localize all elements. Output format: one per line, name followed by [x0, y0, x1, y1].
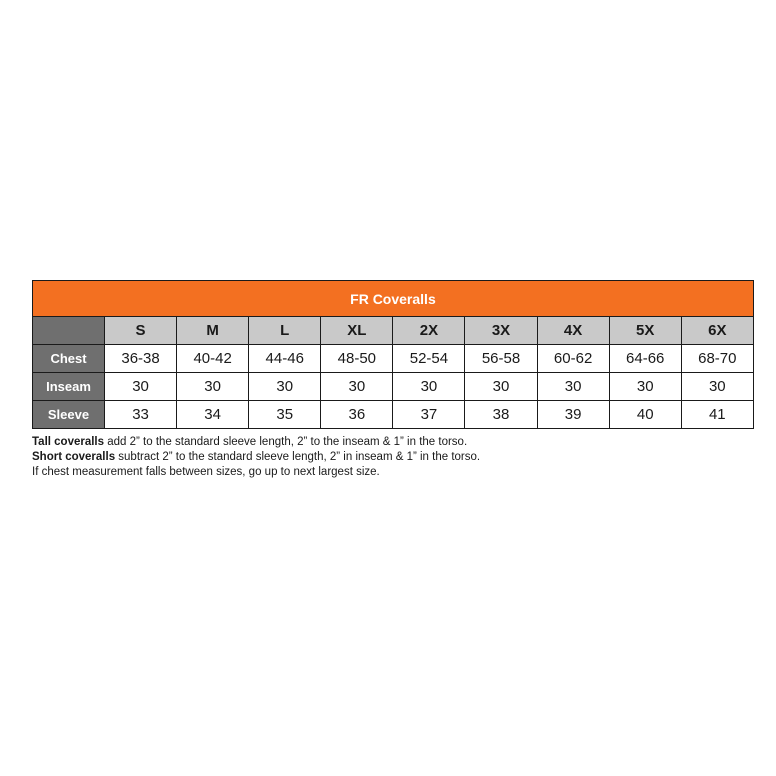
table-cell: 48-50 [321, 345, 393, 373]
table-cell: 60-62 [537, 345, 609, 373]
size-table [32, 280, 754, 429]
table-cell: 34 [177, 401, 249, 429]
row-label: Chest [33, 345, 105, 373]
size-header: 4X [537, 317, 609, 345]
table-row-inseam [33, 373, 754, 401]
table-cell: 30 [537, 373, 609, 401]
size-header: 2X [393, 317, 465, 345]
note-tall [32, 435, 753, 450]
table-cell: 30 [393, 373, 465, 401]
corner-cell [33, 317, 105, 345]
table-cell: 30 [321, 373, 393, 401]
table-cell: 30 [105, 373, 177, 401]
table-cell: 36-38 [105, 345, 177, 373]
row-label: Sleeve [33, 401, 105, 429]
note-tall-text: add 2” to the standard sleeve length, 2” to the inseam & 1” in the torso. [104, 436, 468, 448]
size-chart [32, 280, 753, 480]
table-cell: 30 [609, 373, 681, 401]
note-tall-label: Tall coveralls [32, 436, 105, 448]
table-cell: 36 [321, 401, 393, 429]
size-header: 3X [465, 317, 537, 345]
note-short-text: subtract 2” to the standard sleeve length, 2” in inseam & 1” in the torso. [115, 451, 481, 463]
title-row [33, 281, 754, 317]
size-header: 5X [609, 317, 681, 345]
table-cell: 30 [465, 373, 537, 401]
table-cell: 41 [681, 401, 753, 429]
note-between-sizes: If chest measurement falls between sizes, go up to next largest size. [32, 466, 380, 478]
table-row-chest [33, 345, 754, 373]
table-cell: 68-70 [681, 345, 753, 373]
size-notes [32, 435, 753, 480]
table-cell: 40-42 [177, 345, 249, 373]
size-header: L [249, 317, 321, 345]
size-header: 6X [681, 317, 753, 345]
table-cell: 44-46 [249, 345, 321, 373]
table-cell: 30 [177, 373, 249, 401]
size-header: S [105, 317, 177, 345]
table-cell: 35 [249, 401, 321, 429]
table-cell: 30 [681, 373, 753, 401]
table-cell: 39 [537, 401, 609, 429]
row-label: Inseam [33, 373, 105, 401]
table-cell: 40 [609, 401, 681, 429]
table-cell: 33 [105, 401, 177, 429]
table-cell: 64-66 [609, 345, 681, 373]
table-cell: 38 [465, 401, 537, 429]
table-row-sleeve [33, 401, 754, 429]
size-header: M [177, 317, 249, 345]
note-short [32, 450, 753, 465]
table-title: FR Coveralls [33, 281, 754, 317]
note-short-label: Short coveralls [32, 451, 116, 463]
size-header-row [33, 317, 754, 345]
size-header: XL [321, 317, 393, 345]
table-cell: 52-54 [393, 345, 465, 373]
table-cell: 37 [393, 401, 465, 429]
table-cell: 30 [249, 373, 321, 401]
table-cell: 56-58 [465, 345, 537, 373]
